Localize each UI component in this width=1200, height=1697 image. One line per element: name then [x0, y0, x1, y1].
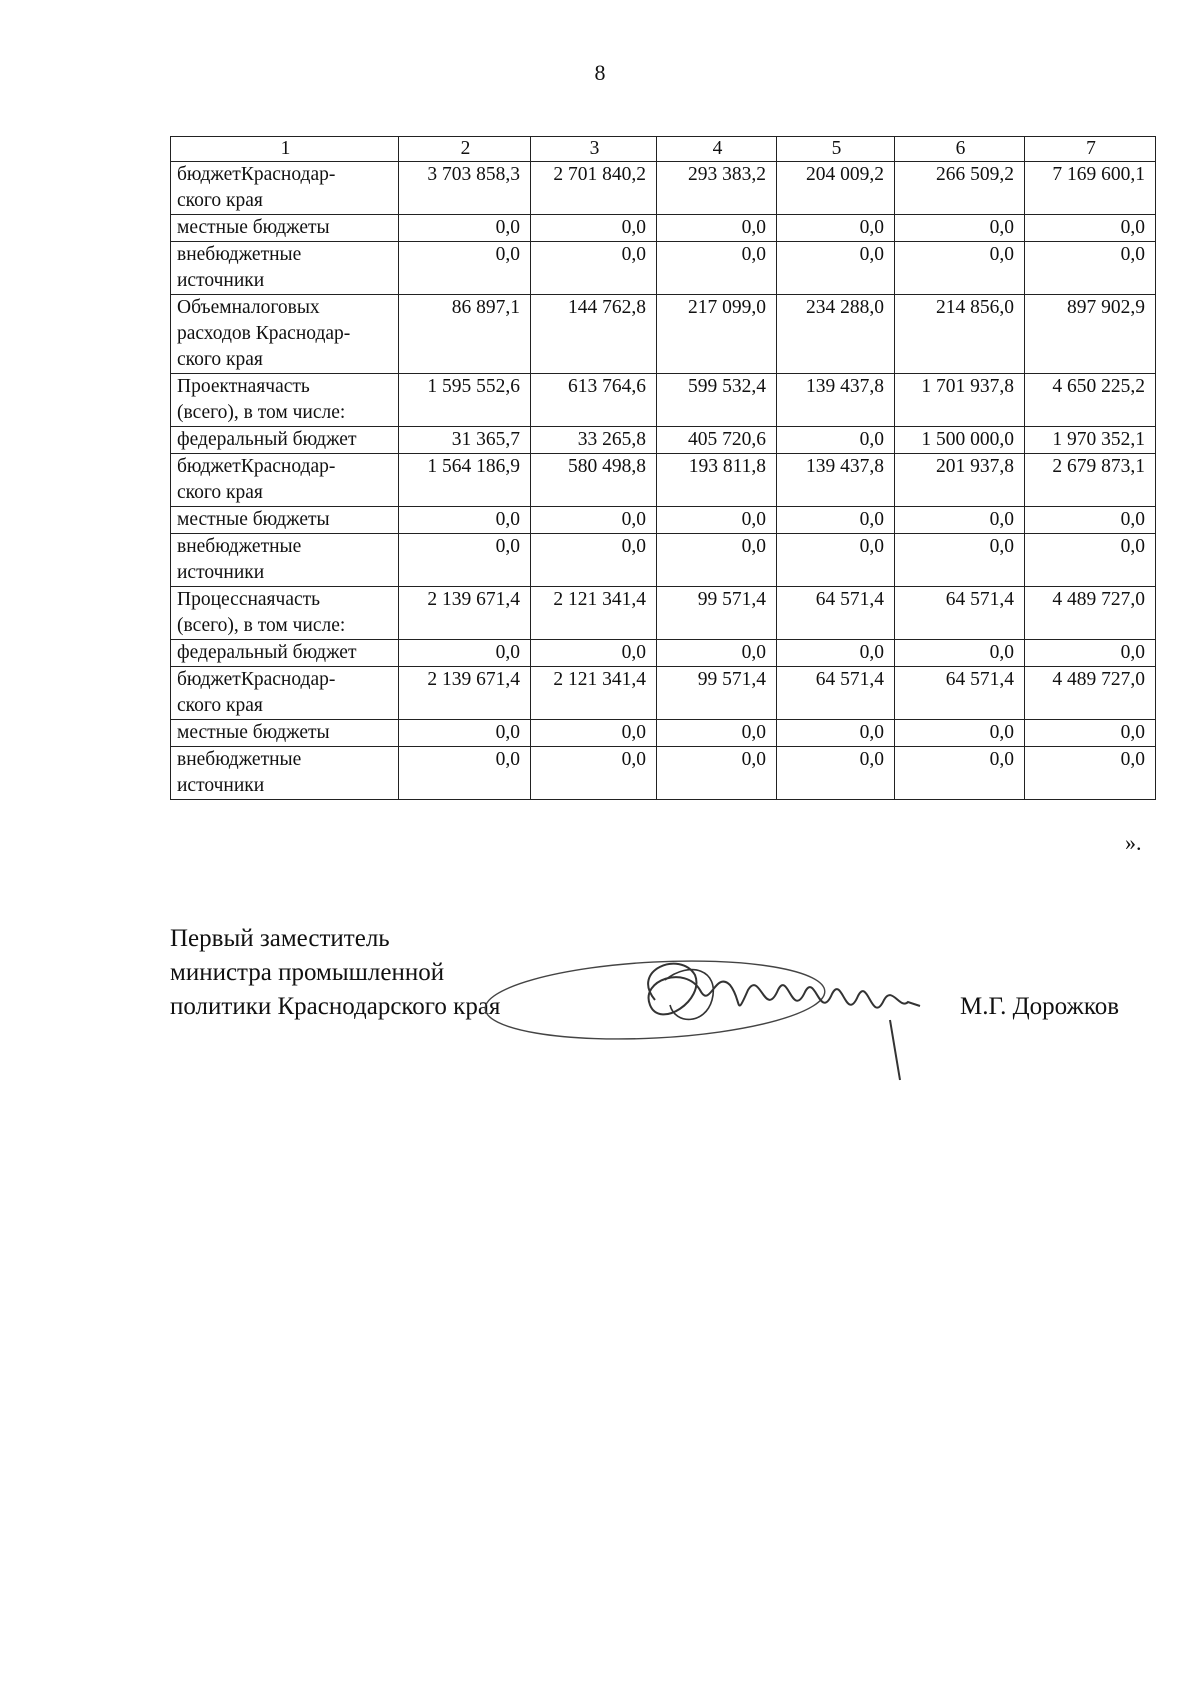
- table-cell: 0,0: [777, 507, 895, 534]
- row-label-line: местные бюджеты: [177, 722, 330, 743]
- row-label-line: (всего), в том числе:: [177, 402, 346, 423]
- table-cell: 1 970 352,1: [1025, 427, 1156, 454]
- row-label: [171, 454, 399, 507]
- table-cell: 0,0: [531, 747, 657, 800]
- signatory-title-line: политики Краснодарского края: [170, 993, 501, 1020]
- row-label-line: местные бюджеты: [177, 217, 330, 238]
- table-row: [171, 162, 1156, 215]
- table-row: [171, 587, 1156, 640]
- table-cell: 0,0: [657, 215, 777, 242]
- table-cell: 0,0: [777, 720, 895, 747]
- table-row: [171, 215, 1156, 242]
- row-label-line: федеральный бюджет: [177, 429, 357, 450]
- table-cell: 64 571,4: [895, 587, 1025, 640]
- table-header-row: [171, 137, 1156, 162]
- table-cell: 0,0: [399, 242, 531, 295]
- row-label-line: Процесснаячасть: [177, 589, 321, 610]
- table-cell: 613 764,6: [531, 374, 657, 427]
- table-cell: 99 571,4: [657, 667, 777, 720]
- table-cell: 3 703 858,3: [399, 162, 531, 215]
- row-label: [171, 427, 399, 454]
- table-cell: 144 762,8: [531, 295, 657, 374]
- closing-quote: ».: [1125, 830, 1142, 855]
- table-cell: 7 169 600,1: [1025, 162, 1156, 215]
- table-row: [171, 507, 1156, 534]
- row-label-line: (всего), в том числе:: [177, 615, 346, 636]
- row-label-line: ского края: [177, 482, 263, 503]
- table-cell: 4 489 727,0: [1025, 587, 1156, 640]
- row-label-line: ского края: [177, 190, 263, 211]
- row-label-line: местные бюджеты: [177, 509, 330, 530]
- row-label: [171, 162, 399, 215]
- row-label-line: бюджетКраснодар-: [177, 456, 336, 477]
- table-cell: 0,0: [1025, 242, 1156, 295]
- row-label: [171, 295, 399, 374]
- table-cell: 0,0: [399, 507, 531, 534]
- table-cell: 0,0: [657, 242, 777, 295]
- table-cell: 64 571,4: [777, 587, 895, 640]
- table-row: [171, 427, 1156, 454]
- table-cell: 0,0: [657, 534, 777, 587]
- table-cell: 2 139 671,4: [399, 667, 531, 720]
- row-label-line: источники: [177, 270, 265, 291]
- table-cell: 580 498,8: [531, 454, 657, 507]
- table-cell: 4 489 727,0: [1025, 667, 1156, 720]
- table-cell: 217 099,0: [657, 295, 777, 374]
- table-cell: 2 139 671,4: [399, 587, 531, 640]
- table-cell: 193 811,8: [657, 454, 777, 507]
- table-cell: 0,0: [895, 242, 1025, 295]
- row-label-line: ского края: [177, 349, 263, 370]
- table-cell: 0,0: [399, 640, 531, 667]
- table-cell: 293 383,2: [657, 162, 777, 215]
- table-cell: 0,0: [777, 640, 895, 667]
- signatory-title-line: Первый заместитель: [170, 925, 390, 952]
- table-cell: 1 564 186,9: [399, 454, 531, 507]
- table-cell: 4 650 225,2: [1025, 374, 1156, 427]
- table-cell: 2 701 840,2: [531, 162, 657, 215]
- signatory-title: [170, 922, 500, 1024]
- row-label: [171, 667, 399, 720]
- table-cell: 2 121 341,4: [531, 667, 657, 720]
- table-cell: 0,0: [1025, 507, 1156, 534]
- row-label-line: источники: [177, 562, 265, 583]
- row-label-line: Проектнаячасть: [177, 376, 310, 397]
- column-header: 3: [531, 137, 657, 162]
- table-cell: 31 365,7: [399, 427, 531, 454]
- table-cell: 0,0: [399, 720, 531, 747]
- table-cell: 0,0: [399, 747, 531, 800]
- table-cell: 99 571,4: [657, 587, 777, 640]
- table-cell: 0,0: [777, 747, 895, 800]
- row-label: [171, 747, 399, 800]
- row-label: [171, 374, 399, 427]
- table-cell: 0,0: [895, 720, 1025, 747]
- table-cell: 64 571,4: [777, 667, 895, 720]
- handwritten-signature: [480, 930, 950, 1100]
- table-cell: 0,0: [1025, 720, 1156, 747]
- row-label: [171, 720, 399, 747]
- page-number: 8: [594, 60, 606, 85]
- table-cell: 86 897,1: [399, 295, 531, 374]
- table-cell: 0,0: [895, 507, 1025, 534]
- table-cell: 201 937,8: [895, 454, 1025, 507]
- table-cell: 2 679 873,1: [1025, 454, 1156, 507]
- row-label-line: бюджетКраснодар-: [177, 669, 336, 690]
- table-cell: 214 856,0: [895, 295, 1025, 374]
- table-cell: 0,0: [777, 242, 895, 295]
- column-header: 1: [171, 137, 399, 162]
- table-cell: 1 595 552,6: [399, 374, 531, 427]
- table-cell: 0,0: [895, 534, 1025, 587]
- table-cell: 897 902,9: [1025, 295, 1156, 374]
- table-row: [171, 454, 1156, 507]
- table-cell: 0,0: [531, 640, 657, 667]
- table-cell: 0,0: [1025, 640, 1156, 667]
- row-label-line: Объемналоговых: [177, 297, 320, 318]
- row-label: [171, 534, 399, 587]
- table-cell: 33 265,8: [531, 427, 657, 454]
- table-row: [171, 295, 1156, 374]
- table-cell: 266 509,2: [895, 162, 1025, 215]
- table-cell: 599 532,4: [657, 374, 777, 427]
- table-cell: 0,0: [531, 720, 657, 747]
- row-label: [171, 587, 399, 640]
- table-cell: 0,0: [657, 747, 777, 800]
- row-label-line: федеральный бюджет: [177, 642, 357, 663]
- table-cell: 0,0: [895, 747, 1025, 800]
- table-row: [171, 640, 1156, 667]
- table-cell: 0,0: [657, 720, 777, 747]
- table-row: [171, 374, 1156, 427]
- table-row: [171, 720, 1156, 747]
- row-label: [171, 507, 399, 534]
- column-header: 2: [399, 137, 531, 162]
- signer-name: М.Г. Дорожков: [960, 993, 1119, 1020]
- table-cell: 0,0: [531, 507, 657, 534]
- row-label: [171, 242, 399, 295]
- table-row: [171, 534, 1156, 587]
- column-header: 6: [895, 137, 1025, 162]
- table-cell: 0,0: [531, 534, 657, 587]
- table-cell: 0,0: [1025, 747, 1156, 800]
- table-cell: 0,0: [1025, 215, 1156, 242]
- table-cell: 0,0: [777, 534, 895, 587]
- table-cell: 0,0: [895, 640, 1025, 667]
- row-label-line: расходов Краснодар-: [177, 323, 351, 344]
- table-cell: 139 437,8: [777, 454, 895, 507]
- table-cell: 234 288,0: [777, 295, 895, 374]
- table-cell: 0,0: [531, 242, 657, 295]
- row-label-line: бюджетКраснодар-: [177, 164, 336, 185]
- table-cell: 0,0: [1025, 534, 1156, 587]
- table-cell: 204 009,2: [777, 162, 895, 215]
- table-cell: 0,0: [399, 534, 531, 587]
- table-cell: 0,0: [777, 427, 895, 454]
- table-cell: 1 500 000,0: [895, 427, 1025, 454]
- table-cell: 405 720,6: [657, 427, 777, 454]
- budget-table: [170, 136, 1156, 800]
- column-header: 4: [657, 137, 777, 162]
- table-row: [171, 667, 1156, 720]
- row-label-line: внебюджетные: [177, 749, 302, 770]
- table-row: [171, 242, 1156, 295]
- column-header: 7: [1025, 137, 1156, 162]
- row-label-line: внебюджетные: [177, 536, 302, 557]
- row-label-line: внебюджетные: [177, 244, 302, 265]
- table-cell: 0,0: [531, 215, 657, 242]
- table-cell: 0,0: [399, 215, 531, 242]
- signatory-title-line: министра промышленной: [170, 959, 445, 986]
- table-cell: 0,0: [657, 640, 777, 667]
- row-label-line: ского края: [177, 695, 263, 716]
- table-cell: 0,0: [777, 215, 895, 242]
- row-label-line: источники: [177, 775, 265, 796]
- row-label: [171, 215, 399, 242]
- table-cell: 0,0: [657, 507, 777, 534]
- table-cell: 2 121 341,4: [531, 587, 657, 640]
- table-row: [171, 747, 1156, 800]
- column-header: 5: [777, 137, 895, 162]
- table-cell: 64 571,4: [895, 667, 1025, 720]
- table-cell: 139 437,8: [777, 374, 895, 427]
- row-label: [171, 640, 399, 667]
- table-cell: 0,0: [895, 215, 1025, 242]
- table-cell: 1 701 937,8: [895, 374, 1025, 427]
